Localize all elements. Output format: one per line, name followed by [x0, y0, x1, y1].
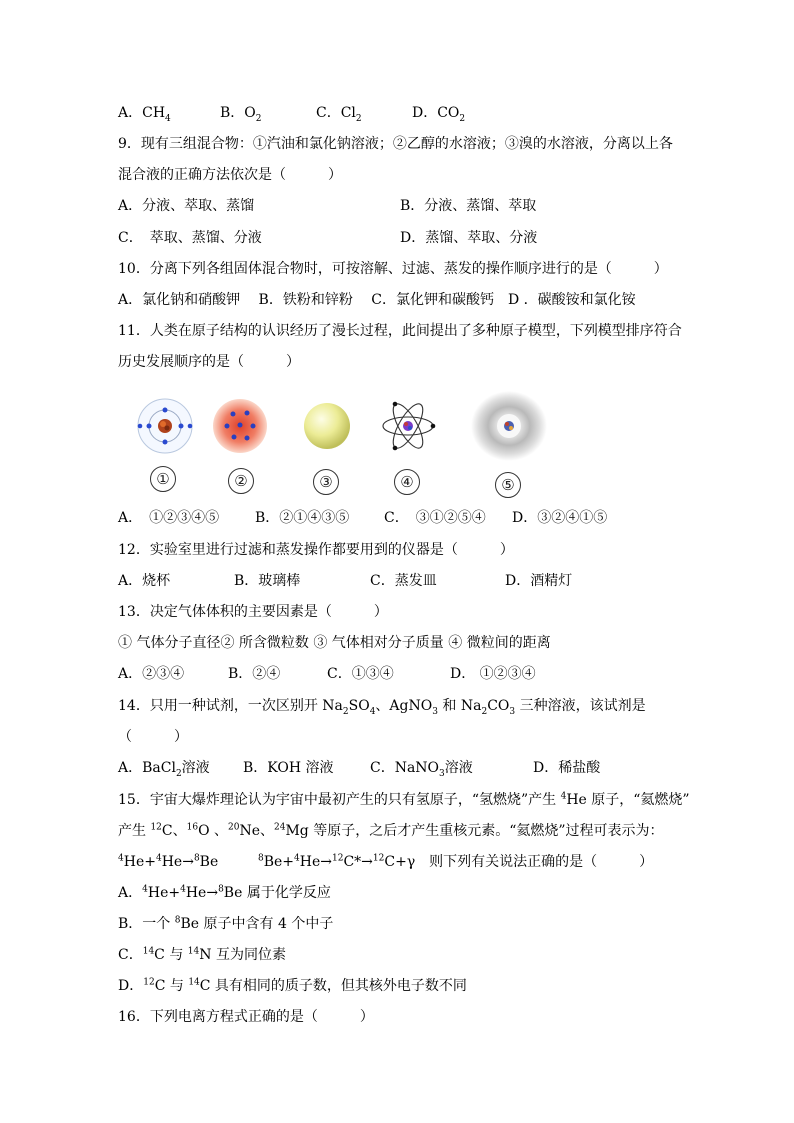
q15-stem-line2: 产生 $^{12}$C、$^{16}$O 、$^{20}$Ne、$^{24}$Mg 等原子，之后才产生重核元素。“氦燃烧”过程可表示为：	[118, 822, 664, 839]
q9-stem-line2: 混合液的正确方法依次是（ ）	[118, 167, 342, 183]
q15-option-d: D．$^{12}$C 与 $^{14}$C 具有相同的质子数，但其核外电子数不同	[118, 977, 467, 994]
q9-option-d: D．蒸馏、萃取、分液	[400, 230, 538, 246]
q12-stem: 12．实验室里进行过滤和蒸发操作都要用到的仪器是（ ）	[118, 542, 514, 558]
q14-option-b: B．KOH 溶液	[243, 760, 334, 776]
atom-model-2-image	[207, 398, 273, 454]
q10-options: A．氯化钠和硝酸钾 B．铁粉和锌粉 C．氯化钾和碳酸钙 D ．碳酸铵和氯化铵	[118, 292, 636, 308]
q12-option-d: D．酒精灯	[505, 573, 573, 589]
q9-stem-line1: 9．现有三组混合物：①汽油和氯化钠溶液；②乙醇的水溶液；③溴的水溶液，分离以上各	[118, 136, 673, 152]
q11-option-a: A． ①②③④⑤	[118, 510, 220, 526]
q13-stem: 13．决定气体体积的主要因素是（ ）	[118, 604, 388, 620]
q13-option-b: B．②④	[228, 666, 281, 682]
q14-option-a: A．BaCl$_2$溶液	[118, 760, 210, 779]
q9-option-b: B．分液、蒸馏、萃取	[400, 198, 537, 214]
q14-option-d: D．稀盐酸	[533, 760, 601, 776]
q15-option-c: C．$^{14}$C 与 $^{14}$N 互为同位素	[118, 946, 286, 963]
q14-stem: 14．只用一种试剂，一次区别开 $Na_2SO_4$、AgNO$_3$ 和 $Na_2CO_3$ 三种溶液，该试剂是	[118, 698, 646, 717]
q15-stem-line1: 15．宇宙大爆炸理论认为宇宙中最初产生的只有氢原子，“氢燃烧”产生 $^4$He 原子，“氦燃烧”	[118, 791, 690, 808]
q10-stem: 10．分离下列各组固体混合物时，可按溶解、过滤、蒸发的操作顺序进行的是（ ）	[118, 261, 668, 277]
q13-option-c: C．①③④	[327, 666, 394, 682]
q12-option-c: C．蒸发皿	[370, 573, 437, 589]
q11-option-b: B．②①④③⑤	[255, 510, 350, 526]
q8-option-c: C．$Cl_2$	[316, 105, 362, 124]
q11-stem-line1: 11．人类在原子结构的认识经历了漫长过程，此间提出了多种原子模型，下列模型排序符合	[118, 323, 682, 339]
q8-option-d: D．$CO_2$	[412, 105, 466, 124]
q15-equation-2: $^8$Be+$^4$He→$^{12}$C*→$^{12}$C+γ 则下列有关说法正确的是（ ）	[258, 853, 654, 870]
atom-model-3-image	[302, 400, 352, 452]
model-label-4: ④	[394, 469, 420, 495]
atom-model-4-image	[380, 398, 436, 454]
q14-paren: （ ）	[118, 729, 188, 745]
q11-option-d: D．③②④①⑤	[512, 510, 608, 526]
q15-option-a: A．$^4$He+$^4$He→$^8$Be 属于化学反应	[118, 884, 331, 901]
q9-option-c: C． 萃取、蒸馏、分液	[118, 230, 262, 246]
model-label-3: ③	[313, 469, 339, 495]
model-label-5: ⑤	[495, 472, 521, 498]
q16-stem: 16．下列电离方程式正确的是（ ）	[118, 1009, 374, 1025]
q9-option-a: A．分液、萃取、蒸馏	[118, 198, 255, 214]
q12-option-a: A．烧杯	[118, 573, 171, 589]
q13-factors: ① 气体分子直径② 所含微粒数 ③ 气体相对分子质量 ④ 微粒间的距离	[118, 635, 551, 651]
q12-option-b: B．玻璃棒	[234, 573, 301, 589]
q13-option-a: A．②③④	[118, 666, 185, 682]
q8-option-a: A．$CH_4$	[118, 105, 171, 124]
model-label-1: ①	[150, 466, 176, 492]
atom-model-5-image	[470, 390, 548, 462]
q15-equation-1: $^4$He+$^4$He→$^8$Be	[118, 853, 219, 870]
q11-option-c: C． ③①②⑤④	[384, 510, 486, 526]
q11-stem-line2: 历史发展顺序的是（ ）	[118, 354, 300, 370]
q8-option-b: B．$O_2$	[220, 105, 262, 124]
q13-option-d: D． ①②③④	[450, 666, 536, 682]
q15-option-b: B．一个 $^8$Be 原子中含有 4 个中子	[118, 915, 334, 932]
atom-model-1-image	[134, 398, 196, 454]
q14-option-c: C．NaNO$_3$溶液	[370, 760, 473, 779]
model-label-2: ②	[228, 468, 254, 494]
